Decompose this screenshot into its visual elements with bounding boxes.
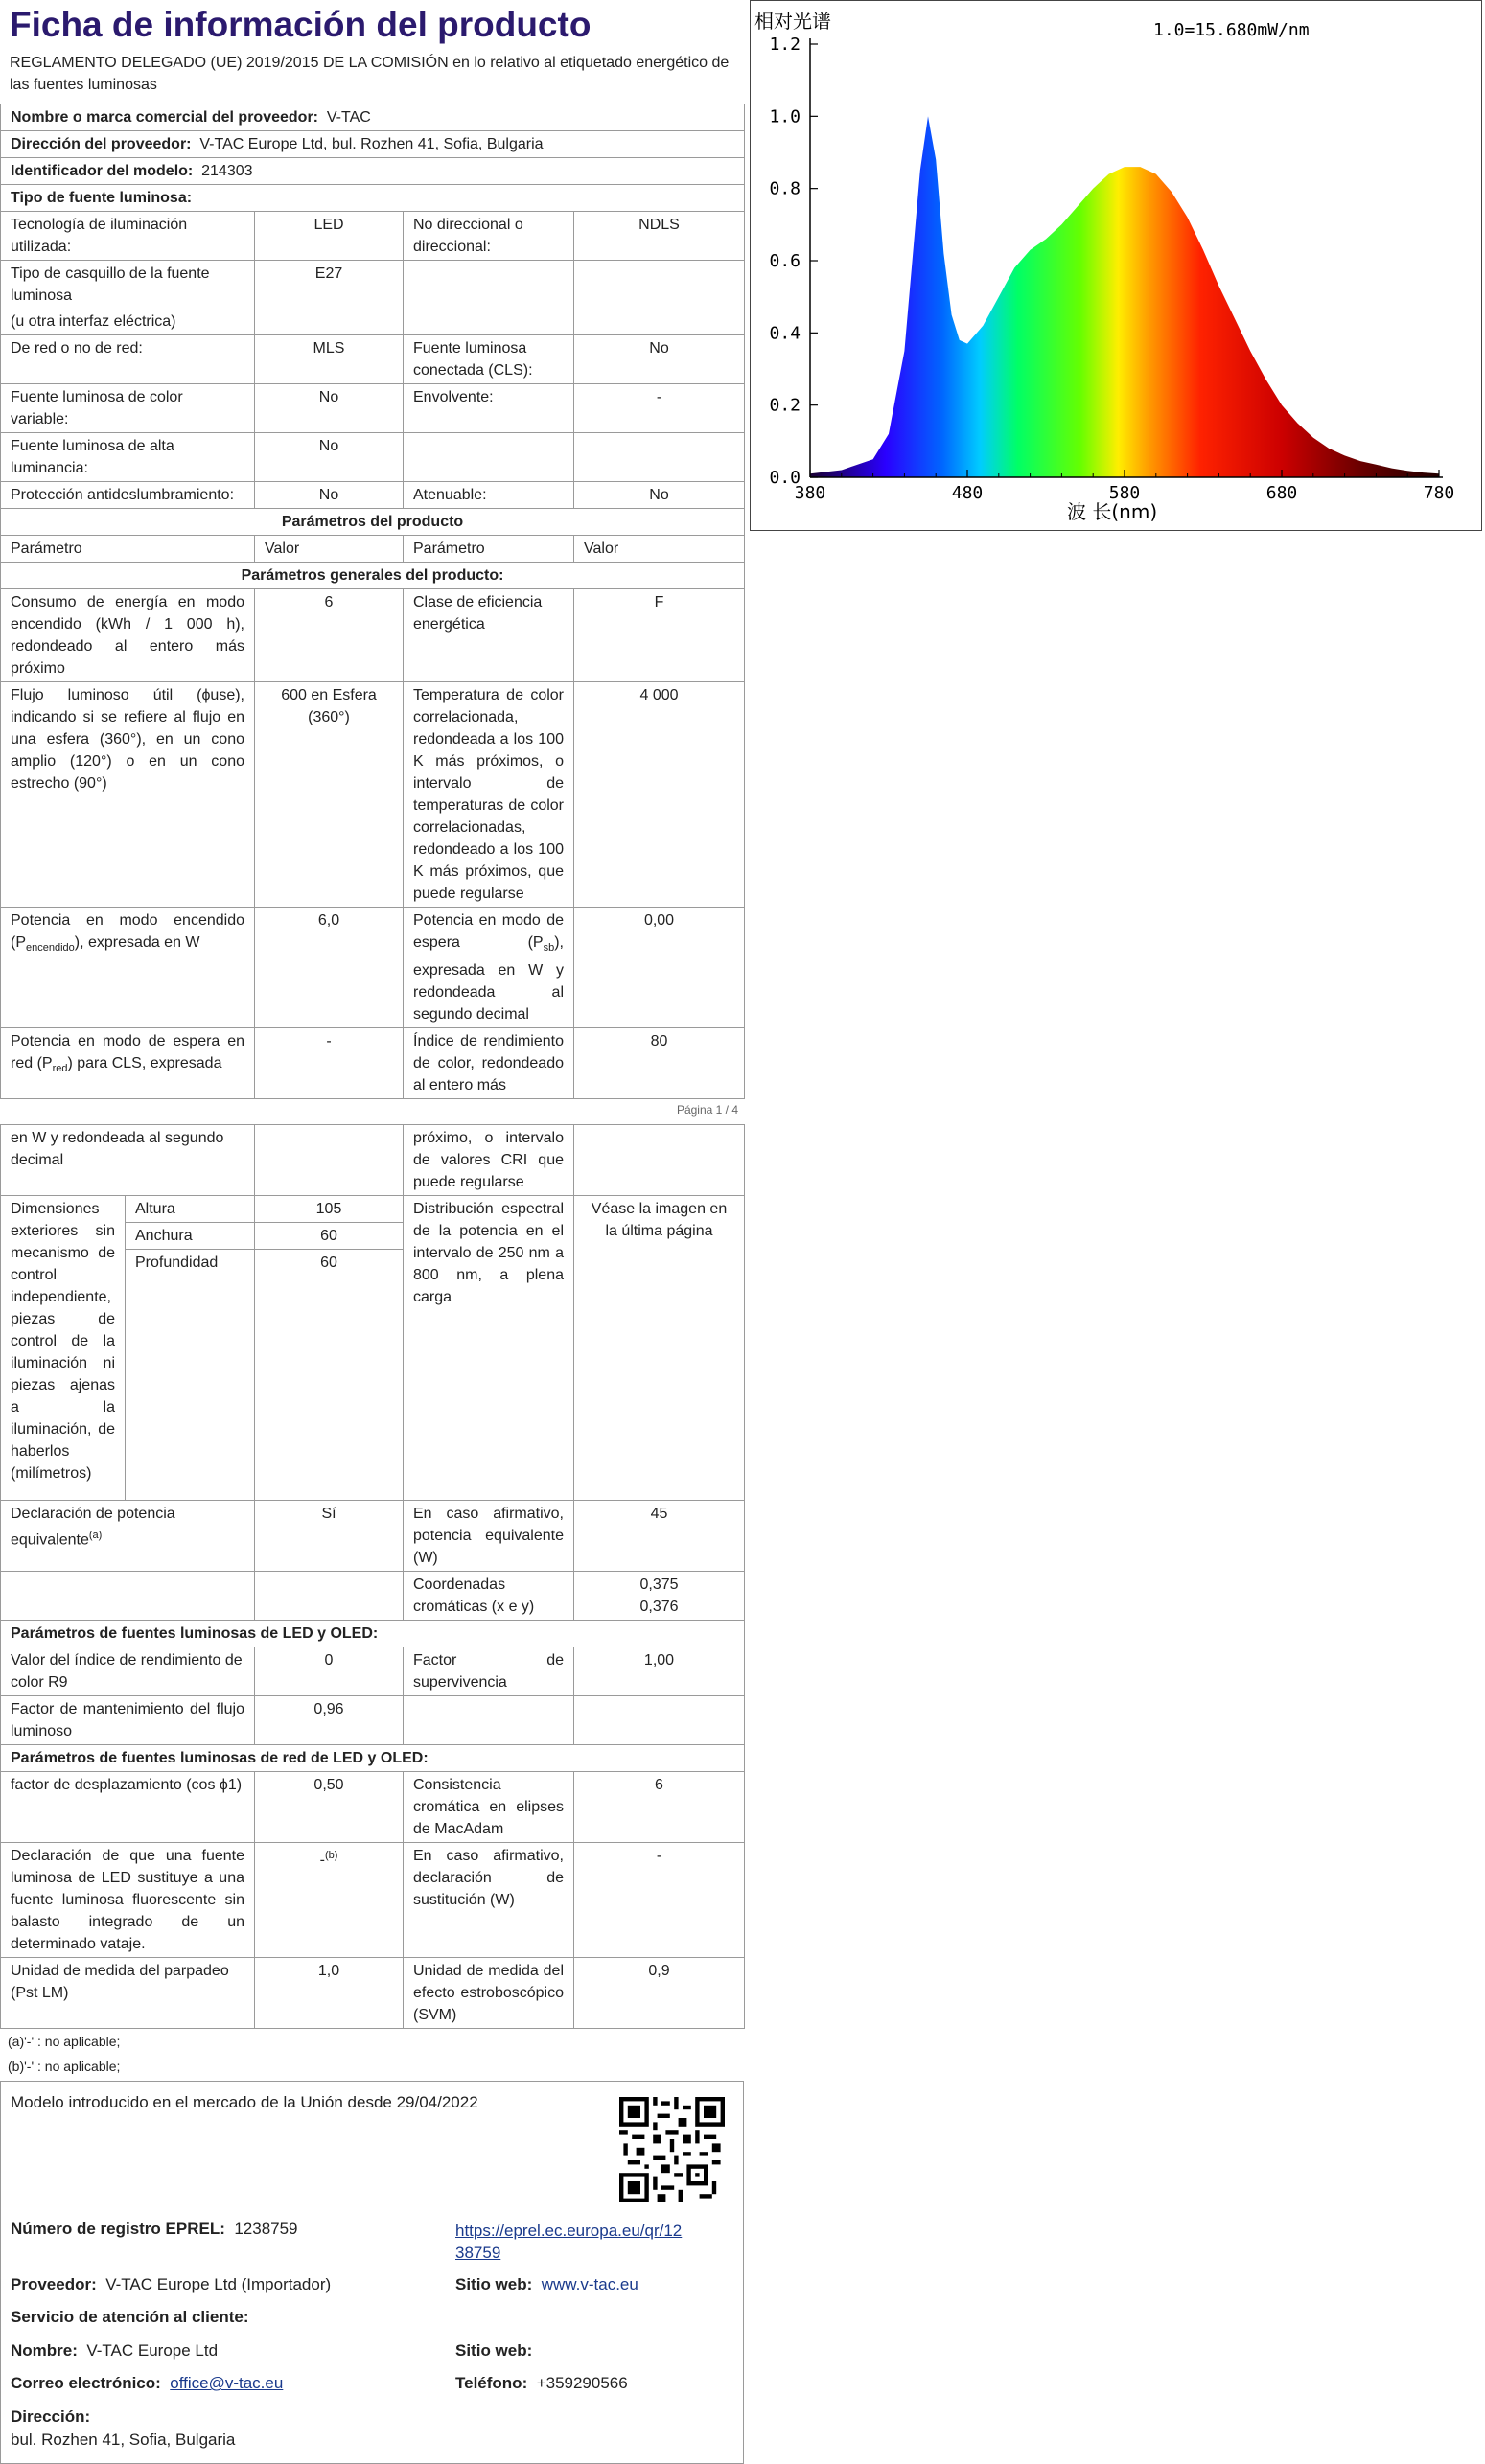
energy-value: 6 <box>255 589 404 682</box>
standby-power-label <box>404 908 574 1028</box>
table-row <box>1 682 745 908</box>
mains-value: MLS <box>255 335 404 384</box>
on-power-value: 6,0 <box>255 908 404 1028</box>
spectrum-area <box>810 116 1439 477</box>
equivalent-label <box>1 1501 255 1572</box>
params-title-row <box>1 509 745 536</box>
table-row <box>1 1125 745 1196</box>
glare-value: No <box>255 482 404 509</box>
cri-label-cont: próximo, o intervalo de valores CRI que puede regularse <box>404 1125 574 1196</box>
cap-label-line1: Tipo de casquillo de la fuente luminosa <box>11 265 210 304</box>
depth-value: 60 <box>255 1250 404 1501</box>
mains-label: De red o no de red: <box>1 335 255 384</box>
provider <box>11 2275 331 2294</box>
cct-label: Temperatura de color correlacionada, redondeada a los 100 K más próximos, o intervalo de temperaturas de color correlacionadas, redondeado a los 100 K más próximos, que puede regularse <box>404 682 574 908</box>
cap-label-line2: (u otra interfaz eléctrica) <box>11 313 176 330</box>
source-type-label: Tipo de fuente luminosa: <box>1 185 745 212</box>
website <box>455 2275 638 2294</box>
tech-label: Tecnología de iluminación utilizada: <box>1 212 255 261</box>
y-tick-label: 1.2 <box>769 35 801 55</box>
email-label: Correo electrónico: <box>11 2374 161 2393</box>
empty-cell <box>574 433 745 482</box>
energy-label: Consumo de energía en modo encendido (kWh / 1 000 h), redondeado al entero más próximo <box>1 589 255 682</box>
spd-value: Véase la imagen en la última página <box>574 1196 745 1501</box>
on-power-sub: encendido <box>26 942 75 955</box>
retrofit-sup: (b) <box>324 1850 338 1862</box>
equivalent-w-label: En caso afirmativo, potencia equivalente (W) <box>404 1501 574 1572</box>
survival-value: 1,00 <box>574 1647 745 1696</box>
on-power-label-a: Potencia en modo encendido (P <box>11 912 244 951</box>
flux-value: 600 en Esfera (360°) <box>255 682 404 908</box>
y-tick-label: 1.0 <box>769 106 801 127</box>
spectrum-chart <box>750 0 1482 531</box>
empty-cell <box>574 1696 745 1745</box>
flicker-value: 1,0 <box>255 1958 404 2029</box>
page-break <box>0 1099 744 1124</box>
macadam-label: Consistencia cromática en elipses de MacAdam <box>404 1772 574 1843</box>
equivalent-label-text: Declaración de potencia equivalente <box>11 1506 175 1549</box>
high-luminance-value: No <box>255 433 404 482</box>
table-row <box>1 1647 745 1696</box>
col-value: Valor <box>255 536 404 563</box>
chromaticity-label: Coordenadas cromáticas (x e y) <box>404 1572 574 1621</box>
eprel-value: 1238759 <box>234 2220 298 2239</box>
empty-cell <box>404 261 574 335</box>
phone <box>455 2374 628 2393</box>
phone-label: Teléfono: <box>455 2374 528 2393</box>
cos-value: 0,50 <box>255 1772 404 1843</box>
customer-service-label: Servicio de atención al cliente: <box>11 2308 249 2327</box>
glare-label: Protección antideslumbramiento: <box>1 482 255 509</box>
spectrum-svg <box>751 1 1481 530</box>
cri-label: Índice de rendimiento de color, redondeado al entero más <box>404 1028 574 1099</box>
x-axis-label: 波 长(nm) <box>1067 500 1158 523</box>
y-tick-label: 0.6 <box>769 251 801 271</box>
network-standby-label-cont: en W y redondeada al segundo decimal <box>1 1125 255 1196</box>
params-title: Parámetros del producto <box>1 509 745 536</box>
address-value: bul. Rozhen 41, Sofia, Bulgaria <box>11 2430 236 2450</box>
table-row <box>1 1772 745 1843</box>
source-type-row <box>1 185 745 212</box>
retrofit-value-text: - <box>319 1852 325 1869</box>
directional-value: NDLS <box>574 212 745 261</box>
dimmable-value: No <box>574 482 745 509</box>
table-row <box>1 1196 745 1223</box>
eprel-label: Número de registro EPREL: <box>11 2220 225 2239</box>
col-param: Parámetro <box>404 536 574 563</box>
eprel-number <box>11 2220 298 2239</box>
equivalent-w-value: 45 <box>574 1501 745 1572</box>
high-luminance-label: Fuente luminosa de alta luminancia: <box>1 433 255 482</box>
table-row <box>1 589 745 682</box>
flicker-label: Unidad de medida del parpadeo (Pst LM) <box>1 1958 255 2029</box>
qr-code-icon[interactable] <box>619 2097 725 2202</box>
empty-cell <box>574 1125 745 1196</box>
cos-label: factor de desplazamiento (cos ϕ1) <box>1 1772 255 1843</box>
mains-led-title-row <box>1 1745 745 1772</box>
table-row <box>1 482 745 509</box>
cct-value: 4 000 <box>574 682 745 908</box>
retrofit-value <box>255 1843 404 1958</box>
width-value: 60 <box>255 1223 404 1250</box>
envelope-value: - <box>574 384 745 433</box>
info-table-page2 <box>0 1124 745 2029</box>
led-title-row <box>1 1621 745 1647</box>
dimensions-label: Dimensiones exteriores sin mecanismo de control independiente, piezas de control de la iluminación ni piezas ajenas a la iluminación, de haberlos (milímetros) <box>1 1196 126 1501</box>
equivalent-sup: (a) <box>88 1530 103 1542</box>
service-name <box>11 2341 218 2360</box>
col-param: Parámetro <box>1 536 255 563</box>
directional-label: No direccional o direccional: <box>404 212 574 261</box>
led-title: Parámetros de fuentes luminosas de LED y OLED: <box>1 1621 745 1647</box>
general-title-row <box>1 563 745 589</box>
envelope-label: Envolvente: <box>404 384 574 433</box>
depth-label: Profundidad <box>126 1250 255 1501</box>
standby-label-a: Potencia en modo de espera (P <box>413 912 564 951</box>
table-row <box>1 1501 745 1572</box>
survival-label: Factor de supervivencia <box>404 1647 574 1696</box>
cri-value: 80 <box>574 1028 745 1099</box>
chromaticity-y: 0,376 <box>639 1599 679 1616</box>
table-row <box>1 384 745 433</box>
general-title: Parámetros generales del producto: <box>1 563 745 589</box>
column-header-row <box>1 536 745 563</box>
colour-value: No <box>255 384 404 433</box>
mains-led-title: Parámetros de fuentes luminosas de red de LED y OLED: <box>1 1745 745 1772</box>
flux-label: Flujo luminoso útil (ϕuse), indicando si se refiere al flujo en una esfera (360°), en un cono amplio (120°) o en un cono estrecho (90°) <box>1 682 255 908</box>
info-table-page1 <box>0 104 745 1099</box>
chromaticity-x: 0,375 <box>639 1577 679 1594</box>
x-tick-label: 680 <box>1265 483 1298 503</box>
network-standby-label <box>1 1028 255 1099</box>
table-row <box>1 1958 745 2029</box>
eprel-link-part1: https://eprel.ec.europa.eu/qr/12 <box>455 2222 683 2241</box>
address-label: Dirección del proveedor: <box>11 136 192 152</box>
retrofit-w-label: En caso afirmativo, declaración de sustitución (W) <box>404 1843 574 1958</box>
footnote-b: (b)'-' : no aplicable; <box>8 2059 121 2075</box>
y-tick-label: 0.0 <box>769 468 801 488</box>
spd-label: Distribución espectral de la potencia en el intervalo de 250 nm a 800 nm, a plena carga <box>404 1196 574 1501</box>
service-name-value: V-TAC Europe Ltd <box>86 2341 219 2360</box>
cls-value: No <box>574 335 745 384</box>
address-value: V-TAC Europe Ltd, bul. Rozhen 41, Sofia, Bulgaria <box>199 136 544 152</box>
table-row <box>1 433 745 482</box>
y-tick-label: 0.2 <box>769 395 801 416</box>
spectrum-plot <box>769 35 1454 503</box>
class-value: F <box>574 589 745 682</box>
standby-power-value: 0,00 <box>574 908 745 1028</box>
colour-label: Fuente luminosa de color variable: <box>1 384 255 433</box>
email <box>11 2374 283 2393</box>
regulation-text: REGLAMENTO DELEGADO (UE) 2019/2015 DE LA COMISIÓN en lo relativo al etiquetado energético de las fuentes luminosas <box>10 55 730 93</box>
empty-cell <box>255 1572 404 1621</box>
empty-cell <box>404 433 574 482</box>
stroboscopic-value: 0,9 <box>574 1958 745 2029</box>
equivalent-value: Sí <box>255 1501 404 1572</box>
dimmable-label: Atenuable: <box>404 482 574 509</box>
chart-title: 相对光谱 <box>754 10 831 33</box>
r9-value: 0 <box>255 1647 404 1696</box>
market-date: Modelo introducido en el mercado de la Unión desde 29/04/2022 <box>11 2093 478 2112</box>
eprel-link-part2: 38759 <box>455 2244 501 2263</box>
x-tick-label: 580 <box>1108 483 1141 503</box>
tech-value: LED <box>255 212 404 261</box>
on-power-label-b: ), expresada en W <box>74 934 200 951</box>
standby-sub: sb <box>543 942 555 955</box>
eprel-footer <box>0 2081 744 2464</box>
table-row <box>1 1843 745 1958</box>
x-tick-label: 380 <box>794 483 826 503</box>
empty-cell <box>255 1125 404 1196</box>
model-row <box>1 158 745 185</box>
table-row <box>1 908 745 1028</box>
table-row <box>1 1572 745 1621</box>
on-power-label <box>1 908 255 1028</box>
email-link[interactable]: office@v-tac.eu <box>170 2374 284 2393</box>
website-link[interactable]: www.v-tac.eu <box>541 2275 638 2294</box>
cap-value: E27 <box>255 261 404 335</box>
chromaticity-value <box>574 1572 745 1621</box>
stroboscopic-label: Unidad de medida del efecto estroboscópico (SVM) <box>404 1958 574 2029</box>
y-tick-label: 0.4 <box>769 323 801 344</box>
network-label-b: ) para CLS, expresada <box>67 1055 222 1072</box>
network-standby-value: - <box>255 1028 404 1099</box>
supplier-value: V-TAC <box>326 109 371 126</box>
supplier-row <box>1 104 745 131</box>
address-row <box>1 131 745 158</box>
class-label: Clase de eficiencia energética <box>404 589 574 682</box>
retrofit-label: Declaración de que una fuente luminosa de LED sustituye a una fuente luminosa fluorescente sin balasto integrado de un determinado vataje. <box>1 1843 255 1958</box>
retrofit-w-value: - <box>574 1843 745 1958</box>
empty-cell <box>574 261 745 335</box>
table-row <box>1 1696 745 1745</box>
provider-value: V-TAC Europe Ltd (Importador) <box>105 2275 332 2294</box>
page-number: Página 1 / 4 <box>676 1103 738 1117</box>
network-sub: red <box>52 1063 68 1075</box>
phone-value: +359290566 <box>536 2374 628 2393</box>
footnote-a: (a)'-' : no aplicable; <box>8 2034 121 2050</box>
model-label: Identificador del modelo: <box>11 163 194 179</box>
macadam-value: 6 <box>574 1772 745 1843</box>
table-row <box>1 212 745 261</box>
table-row <box>1 261 745 335</box>
y-tick-label: 0.8 <box>769 178 801 199</box>
footnotes <box>0 2029 744 2079</box>
empty-cell <box>1 1572 255 1621</box>
network-label-a: Potencia en modo de espera en red (P <box>11 1033 244 1072</box>
maintenance-value: 0,96 <box>255 1696 404 1745</box>
address-label: Dirección: <box>11 2407 91 2427</box>
provider-label: Proveedor: <box>11 2275 97 2294</box>
table-row <box>1 1028 745 1099</box>
service-name-label: Nombre: <box>11 2341 78 2360</box>
x-tick-label: 780 <box>1423 483 1455 503</box>
cls-label: Fuente luminosa conectada (CLS): <box>404 335 574 384</box>
website-label: Sitio web: <box>455 2275 533 2294</box>
x-tick-label: 480 <box>951 483 984 503</box>
page-title: Ficha de información del producto <box>10 5 592 44</box>
maintenance-label: Factor de mantenimiento del flujo luminoso <box>1 1696 255 1745</box>
r9-label: Valor del índice de rendimiento de color R9 <box>1 1647 255 1696</box>
chart-annotation: 1.0=15.680mW/nm <box>1153 20 1310 40</box>
col-value: Valor <box>574 536 745 563</box>
service-website-label: Sitio web: <box>455 2341 533 2360</box>
model-value: 214303 <box>201 163 253 179</box>
standby-label-b: ), expresada en W y redondeada al segundo decimal <box>413 934 564 1024</box>
supplier-label: Nombre o marca comercial del proveedor: <box>11 109 318 126</box>
eprel-link[interactable] <box>455 2220 714 2264</box>
empty-cell <box>404 1696 574 1745</box>
height-label: Altura <box>126 1196 255 1223</box>
table-row <box>1 335 745 384</box>
cap-label <box>1 261 255 335</box>
width-label: Anchura <box>126 1223 255 1250</box>
height-value: 105 <box>255 1196 404 1223</box>
